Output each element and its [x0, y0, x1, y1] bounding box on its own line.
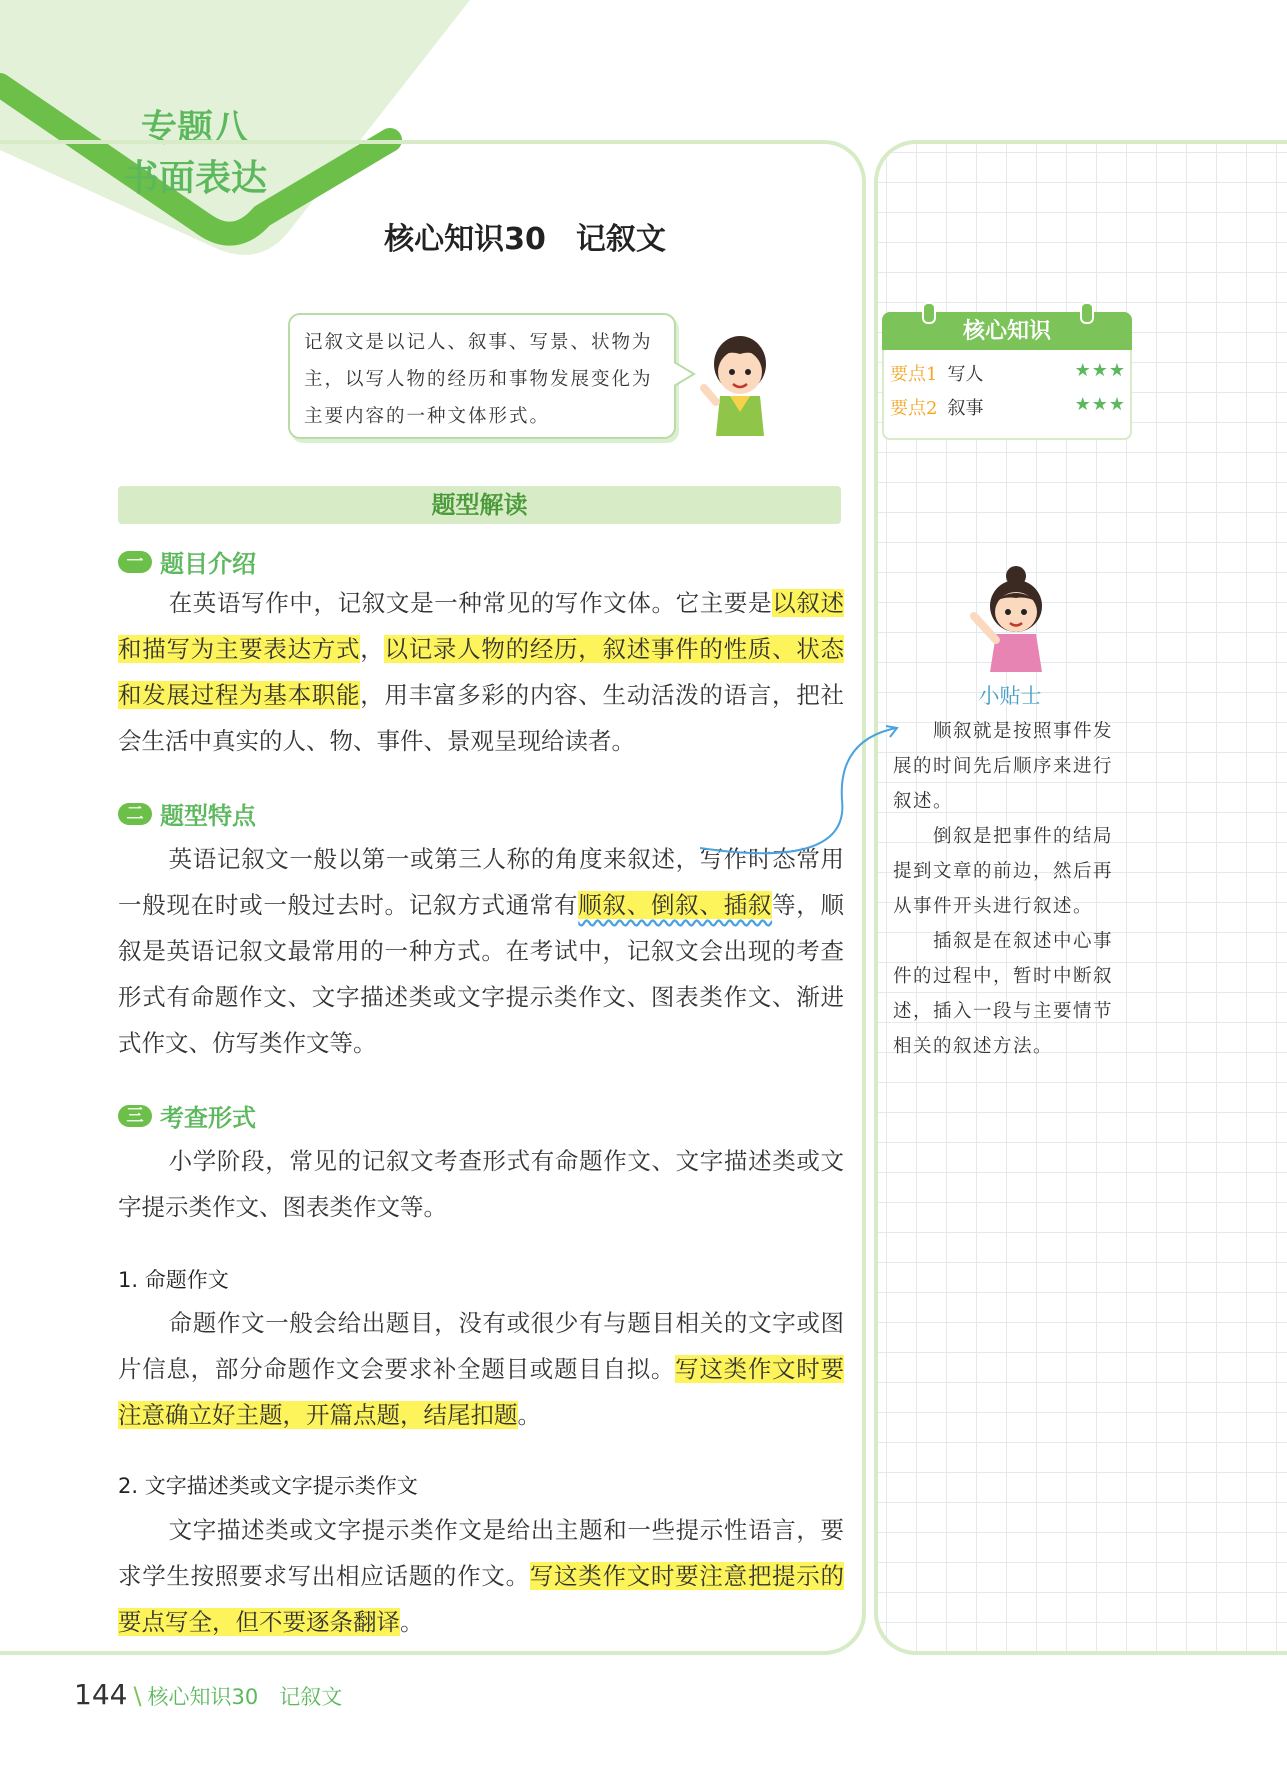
- tip-text: 插叙是在叙述中心事件的过程中，暂时中断叙述，插入一段与主要情节相关的叙述方法。: [893, 931, 1114, 1057]
- tip-text: 顺叙就是按照事件发展的时间先后顺序来进行叙述。: [893, 721, 1114, 812]
- definition-text: 记叙文是以记人、叙事、写景、状物为主，以写人物的经历和事物发展变化为主要内容的一种文体形式。: [304, 332, 653, 427]
- star-rating-icon: ★★★: [1074, 360, 1126, 381]
- core-knowledge-body: [882, 350, 1132, 440]
- binder-ring-icon: [922, 302, 936, 324]
- footer-separator: \: [133, 1682, 142, 1710]
- number-badge: 三: [118, 1105, 152, 1127]
- key-point-row: [890, 394, 1126, 420]
- text-run: ，用丰富多彩的内容、生动活泼的语言，把社会生活中真实的人、物、事件、景观呈现给读者。: [118, 681, 845, 755]
- tip-paragraph: [893, 819, 1130, 924]
- subsection-heading-2: [118, 796, 256, 830]
- subsection-title: 考查形式: [160, 1104, 256, 1132]
- footer-label: 核心知识30 记叙文: [147, 1685, 343, 1709]
- bubble-tail: [674, 360, 698, 388]
- text-run: 命题作文一般会给出题目，没有或很少有与题目相关的文字或图片信息，部分命题作文会要求补全题目或题目自拟。: [118, 1309, 844, 1383]
- text-run: ，: [360, 635, 385, 663]
- text-run: 小学阶段，常见的记叙文考查形式有命题作文、文字描述类或文字提示类作文、图表类作文等。: [118, 1147, 844, 1221]
- section-header-bar: 题型解读: [118, 486, 841, 524]
- text-run: 文字描述类或文字提示类作文是给出主题和一些提示性语言，要求学生按照要求写出相应话题的作文。: [118, 1516, 844, 1590]
- features-paragraph: [118, 836, 844, 1066]
- text-run: 在英语写作中，记叙文是一种常见的写作文体。它主要是: [168, 589, 773, 617]
- page-title: 核心知识30 记叙文: [384, 222, 666, 257]
- subsection-heading-3: [118, 1098, 256, 1132]
- text-run: 。: [400, 1608, 424, 1636]
- girl-illustration: [960, 566, 1060, 676]
- star-rating-icon: ★★★: [1074, 394, 1126, 415]
- subsection-heading-1: [118, 544, 256, 578]
- subsection-title: 题型特点: [160, 802, 256, 830]
- highlight-run: 写这类作文时要注意把提示的要点写全，但不要逐条翻译: [118, 1562, 845, 1636]
- definition-bubble: [288, 313, 676, 439]
- number-badge: 二: [118, 803, 152, 825]
- item-heading-2: 2. 文字描述类或文字提示类作文: [118, 1474, 418, 1498]
- key-point-text: 写人: [947, 364, 984, 385]
- page-footer: [74, 1678, 342, 1711]
- forms-paragraph: [118, 1138, 844, 1230]
- key-point-label: 要点1: [890, 364, 938, 385]
- tip-paragraph: [893, 714, 1130, 819]
- highlight-run: 写这类作文时要注意确立好主题，开篇点题，结尾扣题: [118, 1355, 845, 1429]
- number-badge: 一: [118, 551, 152, 573]
- core-knowledge-card: [882, 312, 1132, 440]
- highlight-run: 以记录人物的经历，叙述事件的性质、状态和发展过程为基本职能: [118, 635, 845, 709]
- binder-ring-icon: [1080, 302, 1094, 324]
- item-heading-1: 1. 命题作文: [118, 1268, 229, 1292]
- topic-line-2: 书面表达: [122, 158, 267, 199]
- key-point-row: [890, 360, 1126, 386]
- text-run: 。: [517, 1401, 541, 1429]
- page-number: 144: [74, 1678, 128, 1711]
- topic-line-1: 专题八: [140, 108, 249, 149]
- highlight-run: 以叙述和描写为主要表达方式: [118, 589, 845, 663]
- core-knowledge-title: 核心知识: [882, 312, 1132, 350]
- tip-text: 倒叙是把事件的结局提到文章的前边，然后再从事件开头进行叙述。: [893, 826, 1114, 917]
- key-point-text: 叙事: [947, 398, 984, 419]
- tip-title: 小贴士: [978, 684, 1042, 708]
- tip-paragraph: [893, 924, 1130, 1064]
- boy-illustration: [700, 330, 780, 440]
- text-run: 等，顺叙是英语记叙文最常用的一种方式。在考试中，记叙文会出现的考查形式有命题作文、文字描述类或文字提示类作文、图表类作文、渐进式作文、仿写类作文等。: [118, 891, 845, 1057]
- item-2-paragraph: [118, 1507, 844, 1645]
- item-1-paragraph: [118, 1300, 844, 1438]
- text-run: 英语记叙文一般以第一或第三人称的角度来叙述，写作时态常用一般现在时或一般过去时。记叙方式通常有: [118, 845, 844, 919]
- key-point-label: 要点2: [890, 398, 938, 419]
- highlight-run: 顺叙、倒叙、插叙: [578, 891, 773, 919]
- pointer-arrow-icon: [700, 720, 900, 870]
- subsection-title: 题目介绍: [160, 550, 256, 578]
